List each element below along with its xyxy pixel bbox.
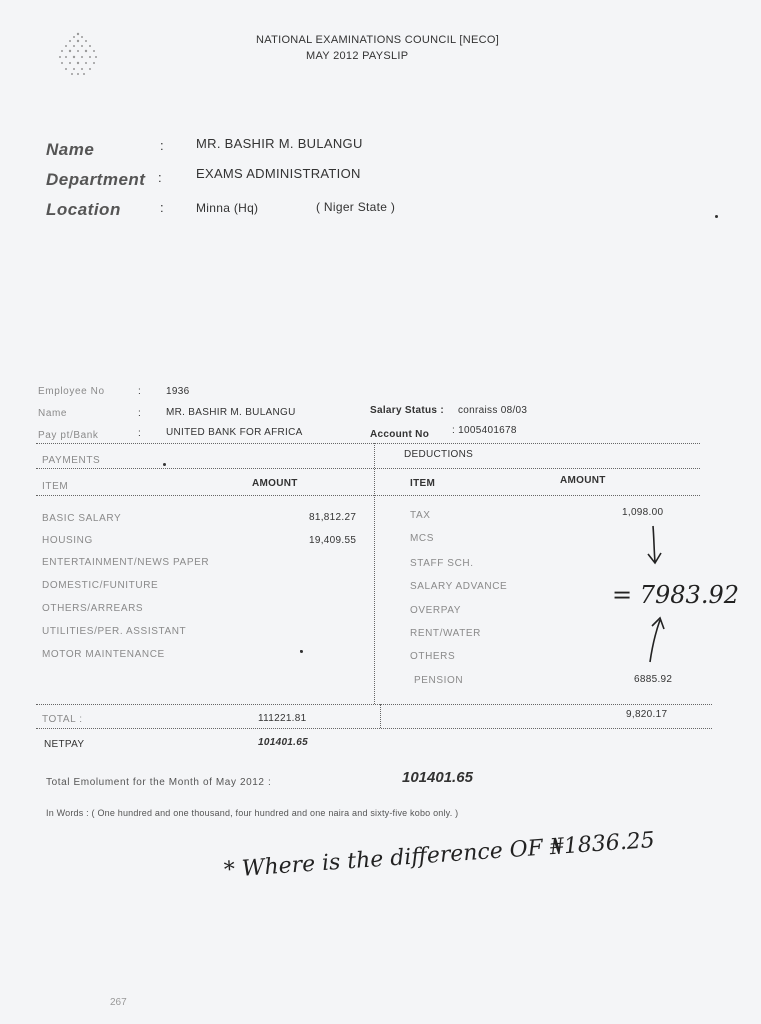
deductions-amount-header: AMOUNT <box>560 475 606 486</box>
deduction-item: STAFF SCH. <box>410 558 474 569</box>
location-label: Location <box>46 200 121 219</box>
emolument-value: 101401.65 <box>402 769 473 786</box>
rule-header <box>36 495 700 496</box>
location-colon: : <box>160 200 164 215</box>
account-value: : 1005401678 <box>452 425 517 436</box>
bank-value: UNITED BANK FOR AFRICA <box>166 427 303 438</box>
payment-item: ENTERTAINMENT/NEWS PAPER <box>42 557 210 568</box>
rule-total-top <box>36 704 712 705</box>
bank-colon: : <box>138 428 142 439</box>
deduction-item: OVERPAY <box>410 605 462 616</box>
deduction-item: PENSION <box>414 675 464 686</box>
payslip-title: MAY 2012 PAYSLIP <box>306 50 409 62</box>
payments-section: PAYMENTS <box>42 455 101 466</box>
payments-item-header: ITEM <box>42 481 69 492</box>
total-divider <box>380 704 381 728</box>
payment-amount: 81,812.27 <box>309 512 357 523</box>
rule-section <box>36 468 700 469</box>
amount-in-words: In Words : ( One hundred and one thousand, four hundred and one naira and sixty-five kobo only. ) <box>46 808 459 818</box>
up-arrow-icon <box>642 614 672 664</box>
employee-no-value: 1936 <box>166 386 190 397</box>
rule-top <box>36 443 700 444</box>
speck <box>163 463 166 466</box>
netpay-label: NETPAY <box>44 739 85 750</box>
employee-name-colon: : <box>138 408 142 419</box>
handwritten-sum: = 7983.92 <box>612 581 739 609</box>
employee-no-colon: : <box>138 386 142 397</box>
payment-item: BASIC SALARY <box>42 513 122 524</box>
name-value: MR. BASHIR M. BULANGU <box>196 136 363 151</box>
total-payments: 111221.81 <box>258 713 307 724</box>
rule-total-bottom <box>36 728 712 729</box>
department-value: EXAMS ADMINISTRATION <box>196 166 361 181</box>
department-label: Department <box>46 170 146 189</box>
down-arrow-icon <box>640 524 670 568</box>
payment-item: MOTOR MAINTENANCE <box>42 649 165 660</box>
payment-item: UTILITIES/PER. ASSISTANT <box>42 626 187 637</box>
handwritten-question: * Where is the difference OF ₦1836.25 <box>223 827 656 883</box>
payment-item: DOMESTIC/FUNITURE <box>42 580 159 591</box>
neco-logo <box>48 24 108 80</box>
speck <box>715 215 718 218</box>
deduction-amount: 6885.92 <box>634 674 673 685</box>
name-colon: : <box>160 138 164 153</box>
employee-name-value: MR. BASHIR M. BULANGU <box>166 407 296 418</box>
total-label: TOTAL : <box>42 714 83 725</box>
deduction-item: RENT/WATER <box>410 628 481 639</box>
deduction-amount: 1,098.00 <box>622 507 664 518</box>
payment-item: OTHERS/ARREARS <box>42 603 144 614</box>
netpay-value: 101401.65 <box>258 737 308 748</box>
payment-amount: 19,409.55 <box>309 535 357 546</box>
salary-status-value: conraiss 08/03 <box>458 405 528 416</box>
bank-label: Pay pt/Bank <box>38 430 99 441</box>
emolument-label: Total Emolument for the Month of May 2012 : <box>46 777 272 788</box>
total-deductions: 9,820.17 <box>626 709 668 720</box>
salary-status-label: Salary Status : <box>370 405 444 416</box>
payment-item: HOUSING <box>42 535 93 546</box>
account-label: Account No <box>370 429 430 440</box>
deduction-item: SALARY ADVANCE <box>410 581 508 592</box>
employee-no-label: Employee No <box>38 386 105 397</box>
page-number: 267 <box>110 997 127 1008</box>
org-title: NATIONAL EXAMINATIONS COUNCIL [NECO] <box>256 34 500 46</box>
speck <box>300 650 302 652</box>
employee-name-label: Name <box>38 408 68 419</box>
deduction-item: OTHERS <box>410 651 456 662</box>
deductions-section: DEDUCTIONS <box>404 449 474 460</box>
payments-amount-header: AMOUNT <box>252 478 298 489</box>
location-city: Minna (Hq) <box>196 201 259 215</box>
deduction-item: TAX <box>410 510 431 521</box>
name-label: Name <box>46 140 95 159</box>
column-divider <box>374 443 375 704</box>
deductions-item-header: ITEM <box>410 478 436 489</box>
location-state: ( Niger State ) <box>316 200 396 214</box>
deduction-item: MCS <box>410 533 435 544</box>
department-colon: : <box>158 170 162 185</box>
